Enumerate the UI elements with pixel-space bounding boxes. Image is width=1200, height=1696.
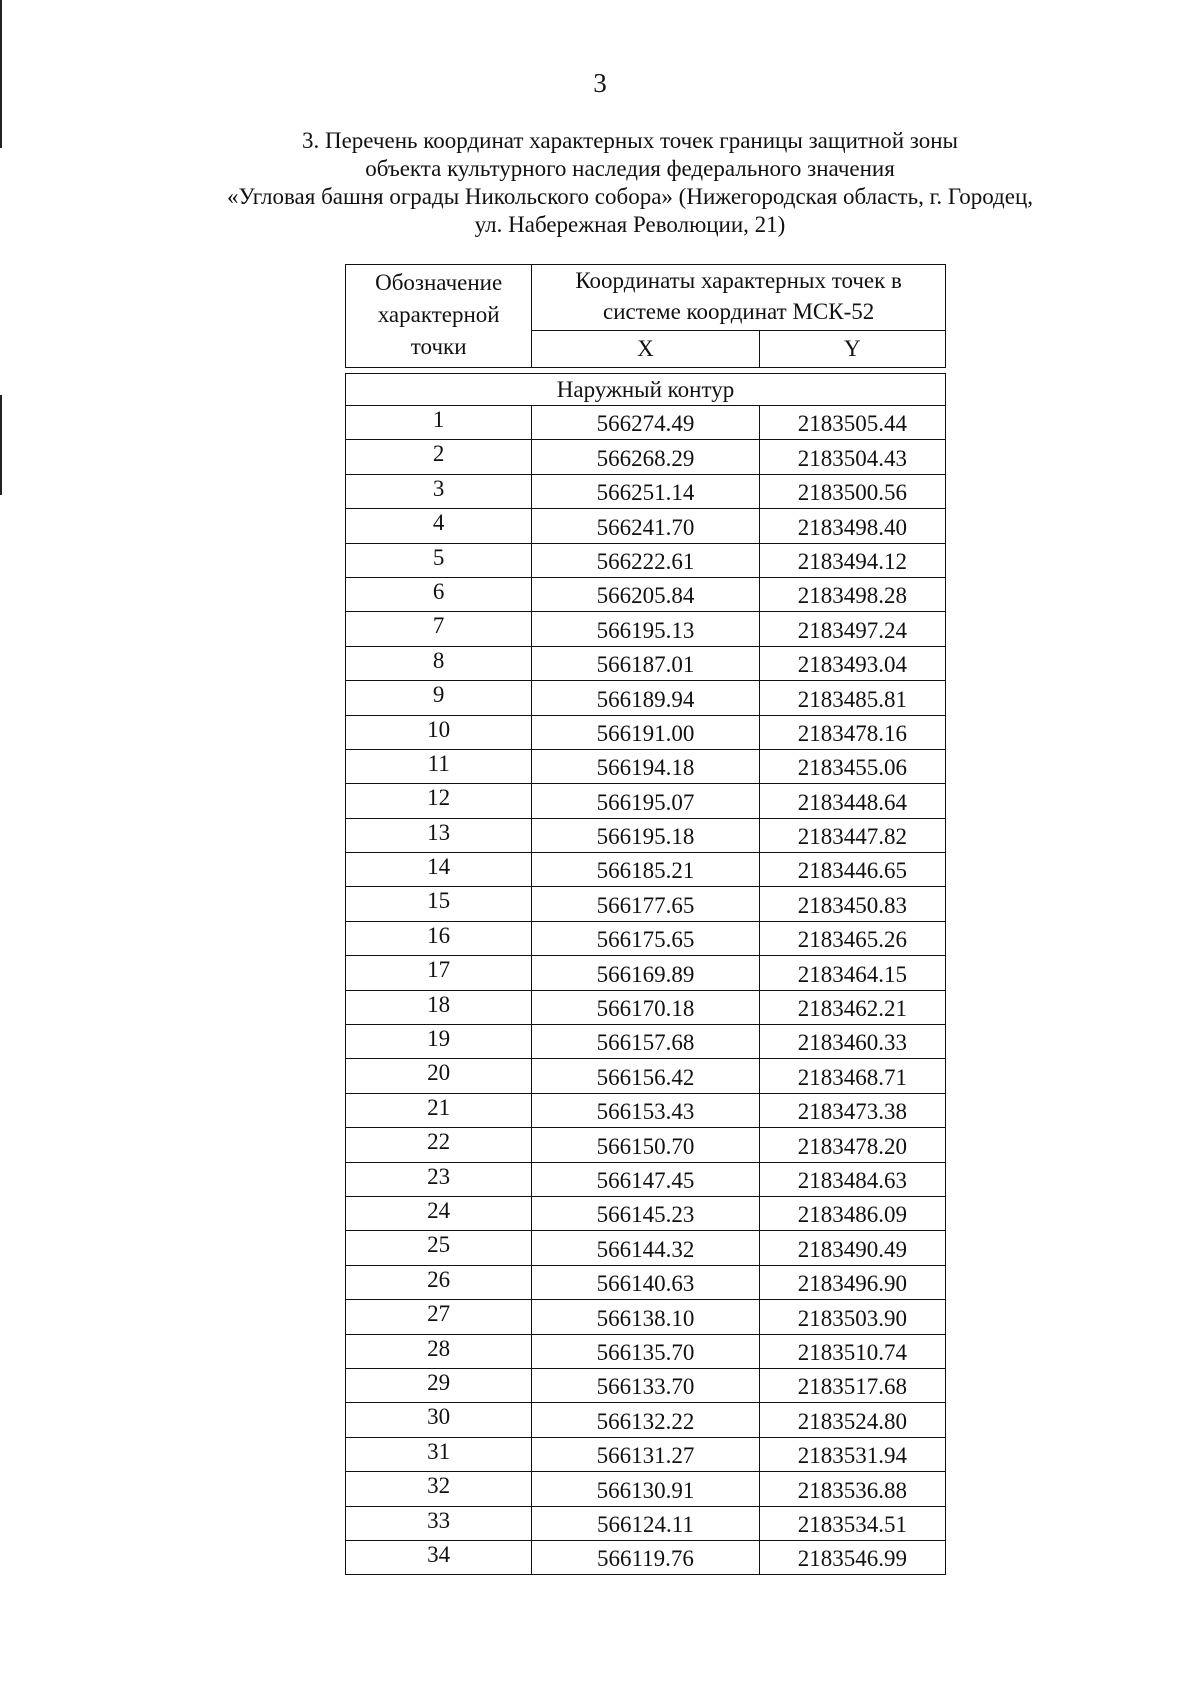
x-coordinate-cell: 566150.70: [532, 1128, 759, 1162]
table-row: [346, 1093, 946, 1127]
table-row: [346, 921, 946, 955]
point-number-cell: 34: [346, 1540, 532, 1574]
x-coordinate-cell: 566241.70: [532, 509, 759, 543]
table-row: [346, 474, 946, 508]
y-coordinate-cell: 2183493.04: [759, 646, 945, 680]
y-coordinate-cell: 2183536.88: [759, 1472, 945, 1506]
page-number: 3: [593, 68, 607, 98]
point-number-cell: 13: [346, 818, 532, 852]
point-number-cell: 16: [346, 921, 532, 955]
x-coordinate-cell: 566251.14: [532, 474, 759, 508]
table-row: [346, 1162, 946, 1196]
table-row: [346, 887, 946, 921]
table-row: [346, 715, 946, 749]
y-coordinate-cell: 2183524.80: [759, 1403, 945, 1437]
table-row: [346, 818, 946, 852]
x-coordinate-cell: 566195.07: [532, 784, 759, 818]
point-number-cell: 29: [346, 1368, 532, 1402]
header-coordinates: [532, 265, 946, 331]
document-title: [150, 127, 1110, 239]
table-row: [346, 749, 946, 783]
x-coordinate-cell: 566177.65: [532, 887, 759, 921]
header-line: точки: [410, 334, 467, 359]
point-number-cell: 7: [346, 612, 532, 646]
table-row: [346, 1265, 946, 1299]
y-coordinate-cell: 2183446.65: [759, 853, 945, 887]
point-number-cell: 8: [346, 646, 532, 680]
table-row: [346, 1300, 946, 1334]
table-row: [346, 577, 946, 611]
x-coordinate-cell: 566144.32: [532, 1231, 759, 1265]
y-coordinate-cell: 2183447.82: [759, 818, 945, 852]
point-number-cell: 4: [346, 509, 532, 543]
x-coordinate-cell: 566274.49: [532, 406, 759, 440]
section-title: Наружный контур: [346, 374, 946, 406]
y-coordinate-cell: 2183478.20: [759, 1128, 945, 1162]
table-row: [346, 1025, 946, 1059]
point-number-cell: 25: [346, 1231, 532, 1265]
x-coordinate-cell: 566130.91: [532, 1472, 759, 1506]
x-coordinate-cell: 566153.43: [532, 1093, 759, 1127]
point-number-cell: 32: [346, 1472, 532, 1506]
x-coordinate-cell: 566147.45: [532, 1162, 759, 1196]
table-row: [346, 990, 946, 1024]
header-line: Обозначение: [375, 270, 503, 295]
table-row: [346, 681, 946, 715]
x-coordinate-cell: 566191.00: [532, 715, 759, 749]
table-row: [346, 612, 946, 646]
y-coordinate-cell: 2183497.24: [759, 612, 945, 646]
table-row: [346, 1540, 946, 1574]
header-line: системе координат МСК-52: [603, 299, 875, 324]
point-number-cell: 33: [346, 1506, 532, 1540]
y-coordinate-cell: 2183455.06: [759, 749, 945, 783]
header-line: характерной: [377, 302, 500, 327]
point-number-cell: 23: [346, 1162, 532, 1196]
x-coordinate-cell: 566195.18: [532, 818, 759, 852]
table-row: [346, 1059, 946, 1093]
y-coordinate-cell: 2183490.49: [759, 1231, 945, 1265]
point-number-cell: 18: [346, 990, 532, 1024]
y-coordinate-cell: 2183531.94: [759, 1437, 945, 1471]
y-coordinate-cell: 2183503.90: [759, 1300, 945, 1334]
y-coordinate-cell: 2183448.64: [759, 784, 945, 818]
coordinates-table: [345, 264, 946, 1575]
x-coordinate-cell: 566175.65: [532, 921, 759, 955]
point-number-cell: 27: [346, 1300, 532, 1334]
point-number-cell: 15: [346, 887, 532, 921]
y-coordinate-cell: 2183546.99: [759, 1540, 945, 1574]
x-coordinate-cell: 566132.22: [532, 1403, 759, 1437]
title-line: ул. Набережная Революции, 21): [474, 212, 786, 237]
table-row: [346, 646, 946, 680]
x-coordinate-cell: 566170.18: [532, 990, 759, 1024]
table-row: [346, 1196, 946, 1230]
y-coordinate-cell: 2183485.81: [759, 681, 945, 715]
table-row: [346, 1231, 946, 1265]
y-coordinate-cell: 2183465.26: [759, 921, 945, 955]
y-coordinate-cell: 2183510.74: [759, 1334, 945, 1368]
x-coordinate-cell: 566145.23: [532, 1196, 759, 1230]
y-coordinate-cell: 2183478.16: [759, 715, 945, 749]
y-coordinate-cell: 2183500.56: [759, 474, 945, 508]
x-coordinate-cell: 566135.70: [532, 1334, 759, 1368]
table-row: [346, 440, 946, 474]
table-row: [346, 1472, 946, 1506]
table-row: [346, 853, 946, 887]
y-coordinate-cell: 2183473.38: [759, 1093, 945, 1127]
point-number-cell: 14: [346, 853, 532, 887]
point-number-cell: 3: [346, 474, 532, 508]
y-coordinate-cell: 2183496.90: [759, 1265, 945, 1299]
point-number-cell: 26: [346, 1265, 532, 1299]
table-row: [346, 1368, 946, 1402]
y-coordinate-cell: 2183450.83: [759, 887, 945, 921]
y-coordinate-cell: 2183505.44: [759, 406, 945, 440]
point-number-cell: 31: [346, 1437, 532, 1471]
point-number-cell: 24: [346, 1196, 532, 1230]
x-coordinate-cell: 566133.70: [532, 1368, 759, 1402]
point-number-cell: 1: [346, 406, 532, 440]
table-row: [346, 543, 946, 577]
table-row: [346, 1437, 946, 1471]
y-coordinate-cell: 2183462.21: [759, 990, 945, 1024]
point-number-cell: 2: [346, 440, 532, 474]
y-coordinate-cell: 2183460.33: [759, 1025, 945, 1059]
point-number-cell: 17: [346, 956, 532, 990]
table-row: [346, 406, 946, 440]
y-coordinate-cell: 2183517.68: [759, 1368, 945, 1402]
x-coordinate-cell: 566157.68: [532, 1025, 759, 1059]
x-coordinate-cell: 566189.94: [532, 681, 759, 715]
y-coordinate-cell: 2183494.12: [759, 543, 945, 577]
header-line: Координаты характерных точек в: [575, 268, 902, 293]
scan-edge-mark: [0, 395, 2, 495]
x-coordinate-cell: 566124.11: [532, 1506, 759, 1540]
header-y: Y: [759, 331, 945, 368]
table-row: [346, 784, 946, 818]
title-line: объекта культурного наследия федерального значения: [365, 156, 895, 181]
y-coordinate-cell: 2183498.28: [759, 577, 945, 611]
x-coordinate-cell: 566156.42: [532, 1059, 759, 1093]
point-number-cell: 21: [346, 1093, 532, 1127]
x-coordinate-cell: 566205.84: [532, 577, 759, 611]
point-number-cell: 12: [346, 784, 532, 818]
x-coordinate-cell: 566185.21: [532, 853, 759, 887]
x-coordinate-cell: 566268.29: [532, 440, 759, 474]
y-coordinate-cell: 2183484.63: [759, 1162, 945, 1196]
y-coordinate-cell: 2183464.15: [759, 956, 945, 990]
header-x: X: [532, 331, 759, 368]
title-line: 3. Перечень координат характерных точек границы защитной зоны: [301, 128, 959, 153]
x-coordinate-cell: 566195.13: [532, 612, 759, 646]
table-row: [346, 956, 946, 990]
x-coordinate-cell: 566119.76: [532, 1540, 759, 1574]
x-coordinate-cell: 566194.18: [532, 749, 759, 783]
table-row: [346, 1506, 946, 1540]
point-number-cell: 6: [346, 577, 532, 611]
point-number-cell: 28: [346, 1334, 532, 1368]
section-row: [346, 374, 946, 406]
point-number-cell: 11: [346, 749, 532, 783]
y-coordinate-cell: 2183534.51: [759, 1506, 945, 1540]
table-row: [346, 1334, 946, 1368]
table-row: [346, 1403, 946, 1437]
x-coordinate-cell: 566169.89: [532, 956, 759, 990]
x-coordinate-cell: 566140.63: [532, 1265, 759, 1299]
x-coordinate-cell: 566138.10: [532, 1300, 759, 1334]
table-row: [346, 509, 946, 543]
y-coordinate-cell: 2183504.43: [759, 440, 945, 474]
point-number-cell: 19: [346, 1025, 532, 1059]
point-number-cell: 9: [346, 681, 532, 715]
point-number-cell: 30: [346, 1403, 532, 1437]
point-number-cell: 22: [346, 1128, 532, 1162]
point-number-cell: 20: [346, 1059, 532, 1093]
header-point-designation: [346, 265, 532, 368]
x-coordinate-cell: 566222.61: [532, 543, 759, 577]
x-coordinate-cell: 566131.27: [532, 1437, 759, 1471]
title-line: «Угловая башня ограды Никольского собора» (Нижегородская область, г. Городец,: [226, 184, 1034, 209]
point-number-cell: 10: [346, 715, 532, 749]
table-row: [346, 1128, 946, 1162]
x-coordinate-cell: 566187.01: [532, 646, 759, 680]
y-coordinate-cell: 2183468.71: [759, 1059, 945, 1093]
y-coordinate-cell: 2183498.40: [759, 509, 945, 543]
point-number-cell: 5: [346, 543, 532, 577]
y-coordinate-cell: 2183486.09: [759, 1196, 945, 1230]
